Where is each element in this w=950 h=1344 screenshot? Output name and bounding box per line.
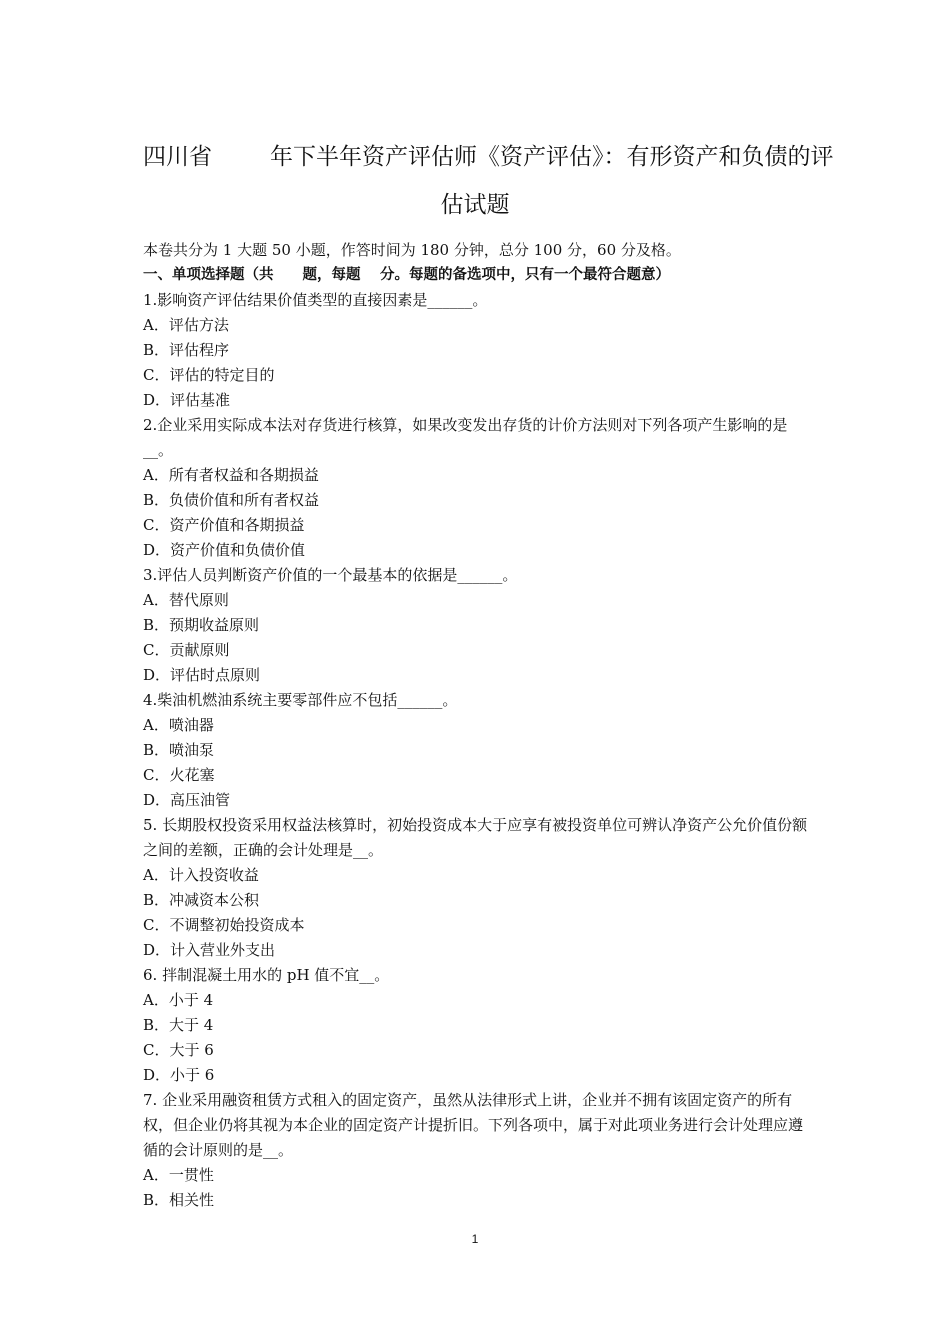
option-item: A．替代原则 (143, 591, 229, 609)
title-main: 年下半年资产评估师《资产评估》：有形资产和负债的评 (270, 144, 834, 170)
exam-intro: 本卷共分为 1 大题 50 小题，作答时间为 180 分钟，总分 100 分，60 分及格。 (143, 241, 681, 259)
question-text: 7. 企业采用融资租赁方式租入的固定资产，虽然从法律形式上讲，企业并不拥有该固定资产的所有权，但企业仍将其视为本企业的固定资产计提折旧。下列各项中，属于对此项业务进行会计处理应遵循的会计原则的是__。 (143, 1091, 804, 1159)
option-item: A．喷油器 (143, 716, 214, 734)
question-block (143, 563, 808, 688)
title-province: 四川省 (143, 144, 212, 170)
question-text: 3.评估人员判断资产价值的一个最基本的依据是______。 (143, 566, 518, 584)
option-item: D．计入营业外支出 (143, 941, 276, 959)
document-title-continued: 估试题 (440, 192, 510, 218)
question-block (143, 1088, 808, 1213)
option-item: A．评估方法 (143, 316, 229, 334)
question-block (143, 688, 808, 813)
option-item: C．火花塞 (143, 766, 215, 784)
section-heading: 一、单项选择题（共 题，每题 分。每题的备选项中，只有一个最符合题意） (143, 267, 671, 283)
option-item: B．负债价值和所有者权益 (143, 491, 320, 509)
option-item: A．一贯性 (143, 1166, 214, 1184)
option-item: A．计入投资收益 (143, 866, 259, 884)
question-text: 4.柴油机燃油系统主要零部件应不包括______。 (143, 691, 458, 709)
option-item: C．贡献原则 (143, 641, 230, 659)
question-block (143, 813, 808, 963)
document-body (143, 238, 808, 1213)
option-item: C．大于 6 (143, 1041, 214, 1059)
question-block (143, 288, 808, 413)
option-item: A．小于 4 (143, 991, 214, 1009)
option-item: B．预期收益原则 (143, 616, 260, 634)
option-item: B．冲减资本公积 (143, 891, 260, 909)
question-text: 6. 拌制混凝土用水的 pH 值不宜__。 (143, 966, 390, 984)
option-item: D．评估时点原则 (143, 666, 261, 684)
question-text: 5. 长期股权投资采用权益法核算时，初始投资成本大于应享有被投资单位可辨认净资产公允价值份额之间的差额，正确的会计处理是__。 (143, 816, 808, 859)
option-item: B．大于 4 (143, 1016, 214, 1034)
option-item: D．资产价值和负债价值 (143, 541, 306, 559)
page-number: 1 (471, 1232, 479, 1246)
option-item: D．高压油管 (143, 791, 231, 809)
document-title (143, 140, 834, 174)
option-item: B．评估程序 (143, 341, 230, 359)
option-item: B．喷油泵 (143, 741, 215, 759)
option-item: C．资产价值和各期损益 (143, 516, 305, 534)
option-item: C．不调整初始投资成本 (143, 916, 305, 934)
option-item: B．相关性 (143, 1191, 215, 1209)
question-block (143, 413, 808, 563)
option-item: C．评估的特定目的 (143, 366, 275, 384)
option-item: A．所有者权益和各期损益 (143, 466, 319, 484)
option-item: D．评估基准 (143, 391, 231, 409)
question-text: 1.影响资产评估结果价值类型的直接因素是______。 (143, 291, 488, 309)
option-item: D．小于 6 (143, 1066, 215, 1084)
question-text: 2.企业采用实际成本法对存货进行核算，如果改变发出存货的计价方法则对下列各项产生影响的是__。 (143, 416, 788, 459)
question-block (143, 963, 808, 1088)
